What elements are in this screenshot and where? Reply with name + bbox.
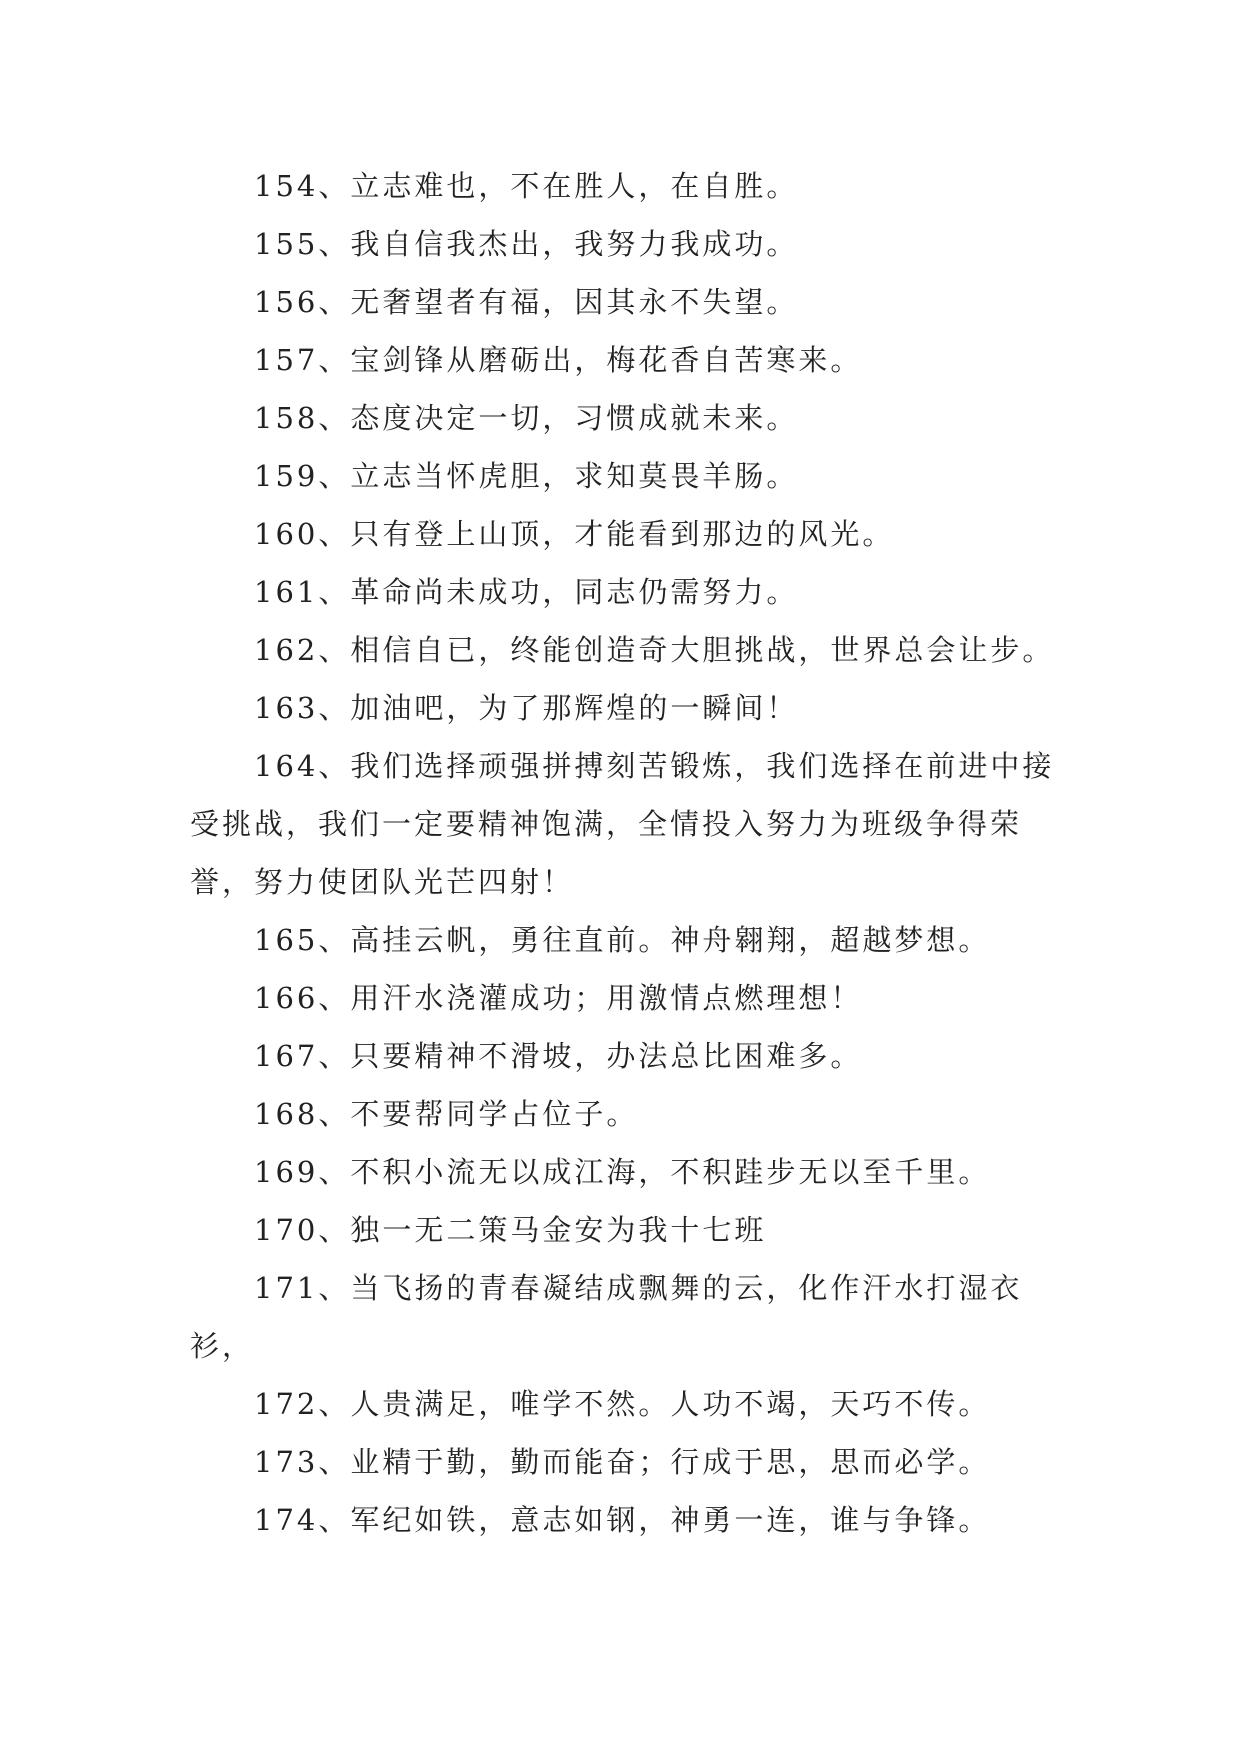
list-item: 171、当飞扬的青春凝结成飘舞的云，化作汗水打湿衣衫， bbox=[190, 1271, 1023, 1363]
list-item: 154、立志难也，不在胜人，在自胜。 bbox=[254, 169, 799, 203]
list-item: 165、高挂云帆，勇往直前。神舟翱翔，超越梦想。 bbox=[254, 923, 991, 957]
list-item: 168、不要帮同学占位子。 bbox=[254, 1097, 639, 1131]
list-item: 169、不积小流无以成江海，不积跬步无以至千里。 bbox=[254, 1155, 991, 1189]
list-item: 166、用汗水浇灌成功；用激情点燃理想！ bbox=[254, 981, 863, 1015]
list-item: 157、宝剑锋从磨砺出，梅花香自苦寒来。 bbox=[254, 343, 863, 377]
list-item: 159、立志当怀虎胆，求知莫畏羊肠。 bbox=[254, 459, 799, 493]
list-item: 155、我自信我杰出，我努力我成功。 bbox=[254, 227, 799, 261]
list-item: 163、加油吧，为了那辉煌的一瞬间！ bbox=[254, 691, 799, 725]
list-item: 160、只有登上山顶，才能看到那边的风光。 bbox=[254, 517, 895, 551]
list-item: 158、态度决定一切，习惯成就未来。 bbox=[254, 401, 799, 435]
list-item: 167、只要精神不滑坡，办法总比困难多。 bbox=[254, 1039, 863, 1073]
list-item: 162、相信自已，终能创造奇大胆挑战，世界总会让步。 bbox=[254, 633, 1055, 667]
list-item: 170、独一无二策马金安为我十七班 bbox=[254, 1213, 767, 1247]
list-item: 156、无奢望者有福，因其永不失望。 bbox=[254, 285, 799, 319]
list-item: 161、革命尚未成功，同志仍需努力。 bbox=[254, 575, 799, 609]
list-item: 173、业精于勤，勤而能奋；行成于思，思而必学。 bbox=[254, 1445, 991, 1479]
list-item: 174、军纪如铁，意志如钢，神勇一连，谁与争锋。 bbox=[254, 1503, 991, 1537]
list-item: 172、人贵满足，唯学不然。人功不竭，天巧不传。 bbox=[254, 1387, 991, 1421]
list-item: 164、我们选择顽强拼搏刻苦锻炼，我们选择在前进中接受挑战，我们一定要精神饱满，全情投入努力为班级争得荣誉，努力使团队光芒四射！ bbox=[190, 749, 1055, 899]
slogan-list bbox=[190, 157, 1070, 1549]
